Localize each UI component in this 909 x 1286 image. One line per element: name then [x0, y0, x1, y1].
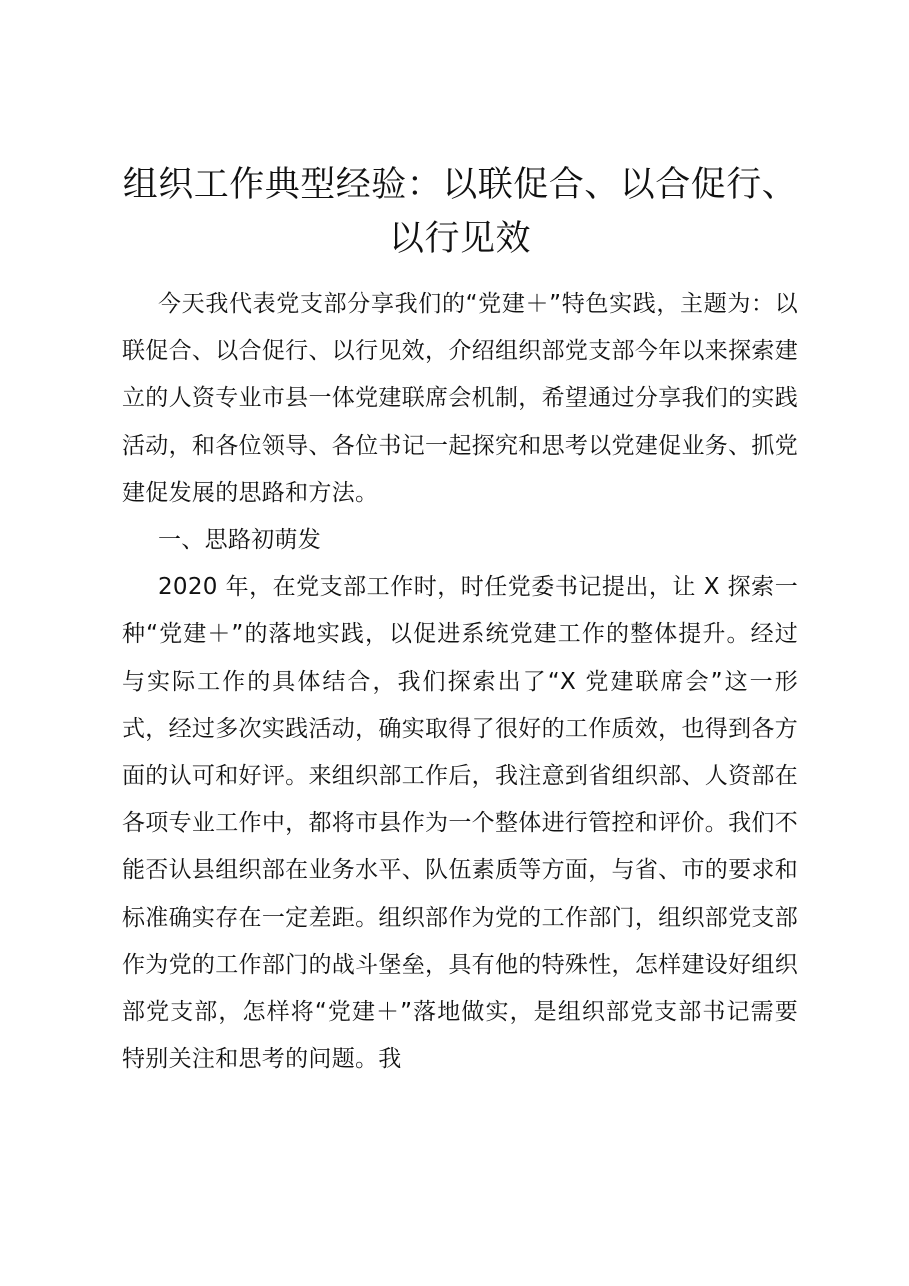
document-body [122, 281, 798, 1083]
paragraph-section-one: 2020 年，在党支部工作时，时任党委书记提出，让 X 探索一种“党建＋”的落地实践，以促进系统党建工作的整体提升。经过与实际工作的具体结合，我们探索出了“X 党建联席会”这一形式，经过多次实践活动，确实取得了很好的工作质效，也得到各方面的认可和好评。来组织部工作后，我注意到省组织部、人资部在各项专业工作中，都将市县作为一个整体进行管控和评价。我们不能否认县组织部在业务水平、队伍素质等方面，与省、市的要求和标准确实存在一定差距。组织部作为党的工作部门，组织部党支部作为党的工作部门的战斗堡垒，具有他的特殊性，怎样建设好组织部党支部，怎样将“党建＋”落地做实，是组织部党支部书记需要特别关注和思考的问题。我 [122, 574, 798, 1073]
paragraph-intro: 今天我代表党支部分享我们的“党建＋”特色实践，主题为：以联促合、以合促行、以行见效，介绍组织部党支部今年以来探索建立的人资专业市县一体党建联席会机制，希望通过分享我们的实践活动，和各位领导、各位书记一起探究和思考以党建促业务、抓党建促发展的思路和方法。 [122, 291, 798, 506]
document-title: 组织工作典型经验：以联促合、以合促行、以行见效 [122, 165, 798, 259]
section-heading: 一、思路初萌发 [158, 527, 322, 554]
